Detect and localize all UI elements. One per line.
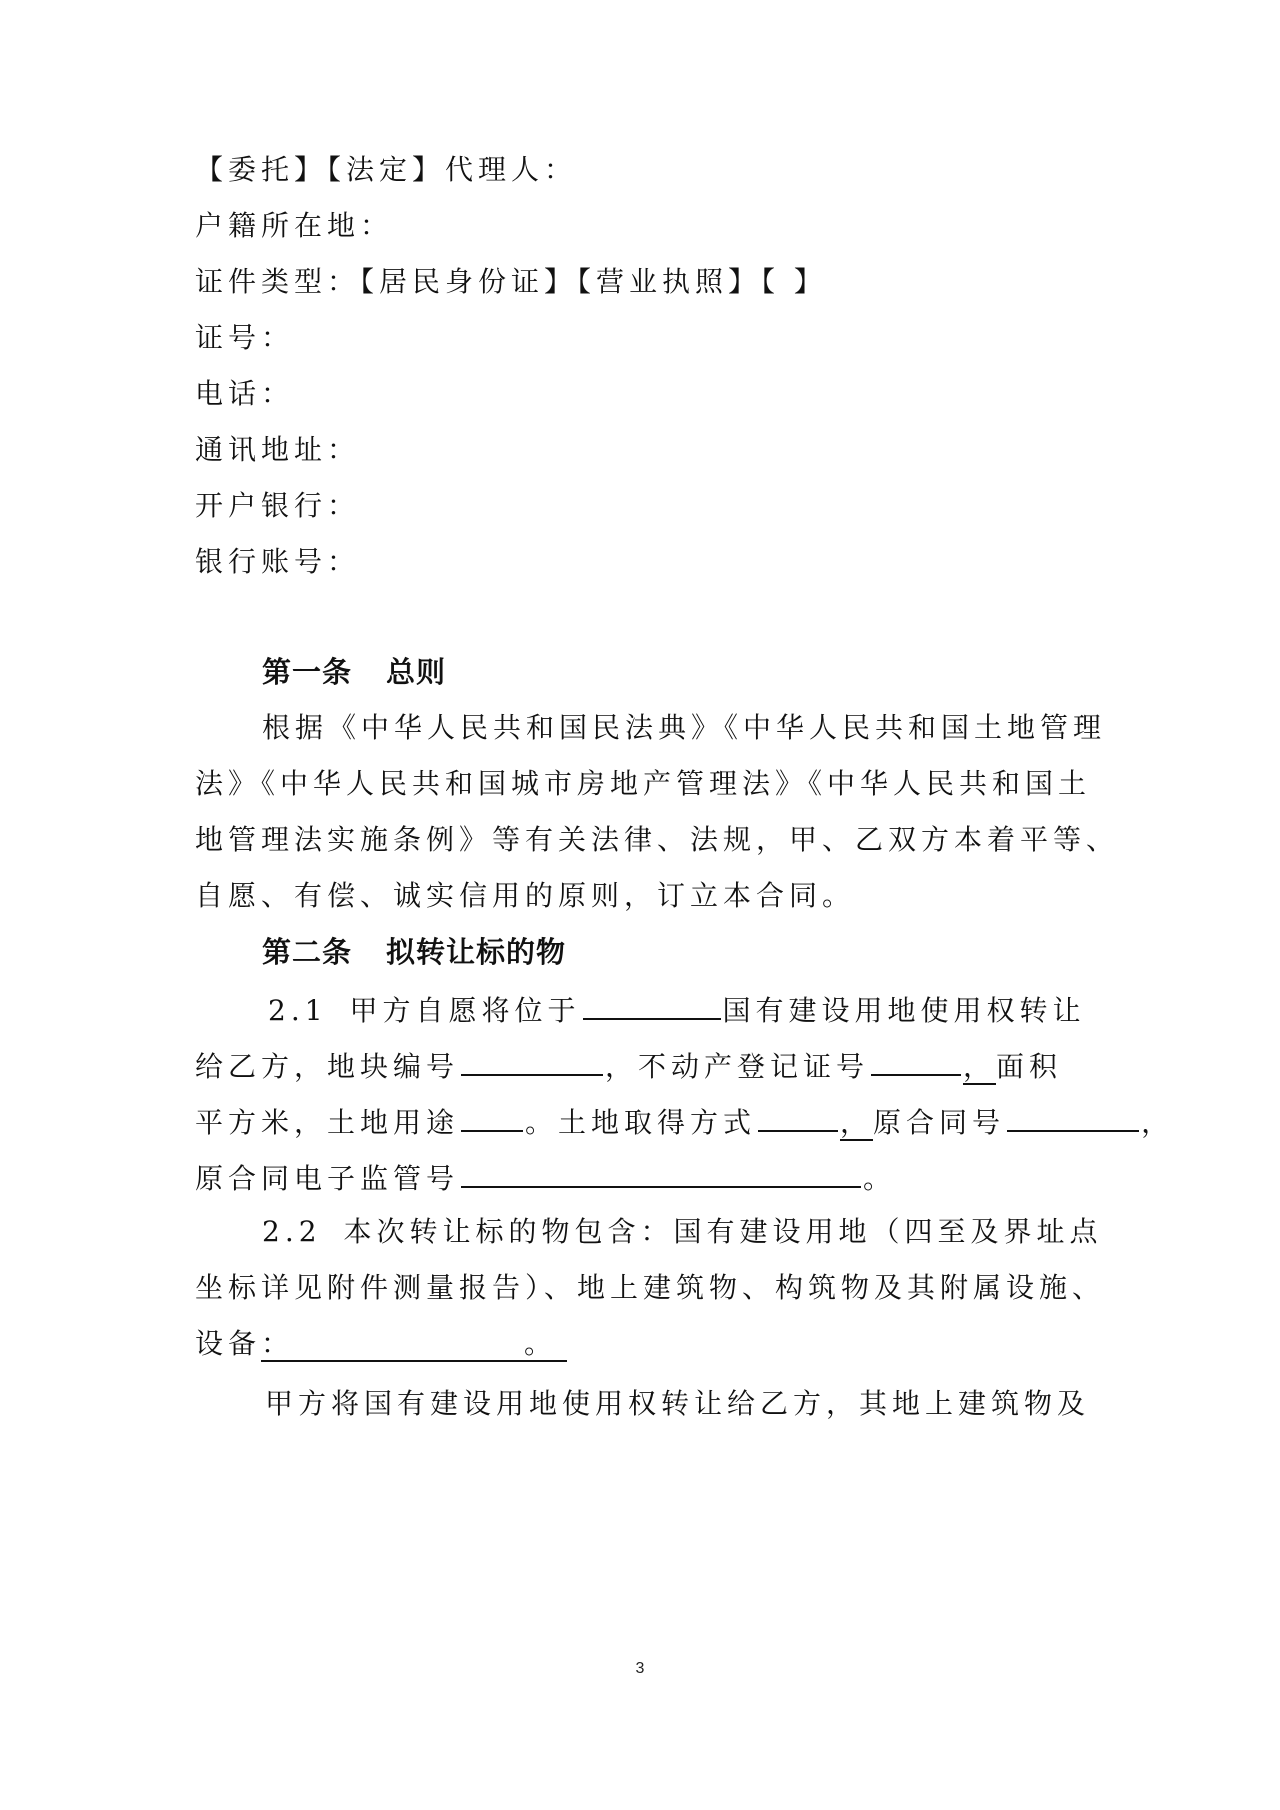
- clause-2-2-line-2: 坐标详见附件测量报告）、地上建筑物、构筑物及其附属设施、: [195, 1271, 1106, 1304]
- article-2-number: 第二条: [262, 935, 353, 969]
- clause-2-2-number: 2.2: [262, 1215, 322, 1248]
- article-2-heading: [262, 932, 566, 972]
- article-1-line: 自愿、有偿、诚实信用的原则，订立本合同。: [195, 879, 856, 912]
- equipment-blank[interactable]: ： 。: [261, 1327, 567, 1362]
- article-1-title: 总则: [386, 655, 447, 689]
- clause-2-1-line-2: 给乙方，地块编号 ，不动产登记证号 ，面积: [195, 1044, 1062, 1087]
- parcel-number-blank[interactable]: [461, 1044, 603, 1076]
- id-number-label: 证号：: [195, 321, 295, 354]
- clause-2-1-line-4: 原合同电子监管号 。: [195, 1156, 896, 1199]
- property-cert-blank[interactable]: [871, 1044, 961, 1076]
- address-label: 通讯地址：: [195, 433, 361, 466]
- article-1-number: 第一条: [262, 655, 353, 689]
- acquisition-method-blank[interactable]: [758, 1100, 838, 1132]
- phone-label: 电话：: [195, 377, 295, 410]
- clause-2-2-line-1: 2.2 本次转让标的物包含：国有建设用地（四至及界址点: [262, 1215, 1103, 1248]
- household-registration-label: 户籍所在地：: [195, 209, 394, 242]
- clause-2-1-line-3: 平方米，土地用途 。土地取得方式 ，原合同号 ，: [195, 1100, 1174, 1143]
- article-1-line: 根据《中华人民共和国民法典》《中华人民共和国土地管理: [262, 711, 1107, 744]
- location-blank[interactable]: [583, 988, 721, 1020]
- original-contract-number-blank[interactable]: [1007, 1100, 1139, 1132]
- clause-2-1-line-1: 2.1 甲方自愿将位于 国有建设用地使用权转让: [268, 988, 1086, 1031]
- id-type-label: 证件类型：【居民身份证】【营业执照】【 】: [195, 265, 827, 298]
- land-use-blank[interactable]: [461, 1100, 523, 1132]
- article-1-line: 地管理法实施条例》等有关法律、法规，甲、乙双方本着平等、: [195, 823, 1120, 856]
- clause-2-2-line-3: 设备： 。: [195, 1324, 567, 1364]
- article-1-line: 法》《中华人民共和国城市房地产管理法》《中华人民共和国土: [195, 767, 1092, 800]
- page-number: 3: [635, 1660, 645, 1677]
- agent-label: 【委托】【法定】代理人：: [195, 153, 578, 186]
- bank-label: 开户银行：: [195, 489, 361, 522]
- bank-account-label: 银行账号：: [195, 545, 361, 578]
- article-1-heading: [262, 652, 446, 692]
- electronic-supervision-number-blank[interactable]: [461, 1156, 861, 1188]
- article-2-title: 拟转让标的物: [386, 935, 567, 969]
- article-2-paragraph: 甲方将国有建设用地使用权转让给乙方，其地上建筑物及: [265, 1387, 1091, 1420]
- clause-2-1-number: 2.1: [268, 994, 328, 1027]
